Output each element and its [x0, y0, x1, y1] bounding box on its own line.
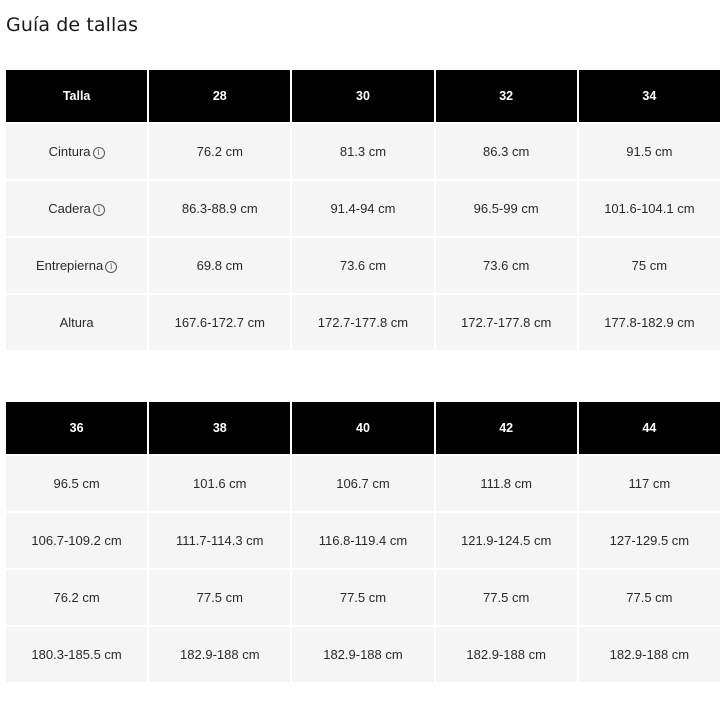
table-header-row	[6, 402, 720, 454]
table-cell: 101.6 cm	[149, 456, 290, 511]
table-cell: 182.9-188 cm	[149, 627, 290, 682]
table-cell: 127-129.5 cm	[579, 513, 720, 568]
info-circle-icon[interactable]: i	[105, 261, 117, 273]
table-cell: 121.9-124.5 cm	[436, 513, 577, 568]
info-circle-icon[interactable]: i	[93, 204, 105, 216]
table-cell: 77.5 cm	[436, 570, 577, 625]
page-title: Guía de tallas	[6, 14, 139, 36]
table-row	[6, 456, 720, 511]
header-cell-size: 36	[6, 402, 147, 454]
table-cell: 106.7-109.2 cm	[6, 513, 147, 568]
header-cell-size: 32	[436, 70, 577, 122]
table-row	[6, 570, 720, 625]
table-cell: 77.5 cm	[579, 570, 720, 625]
row-label-entrepierna	[6, 238, 147, 293]
table-cell: 91.4-94 cm	[292, 181, 433, 236]
row-label-altura	[6, 295, 147, 350]
table-row	[6, 627, 720, 682]
header-cell-talla: Talla	[6, 70, 147, 122]
table-header-row	[6, 70, 720, 122]
table-cell: 182.9-188 cm	[436, 627, 577, 682]
table-row-altura	[6, 295, 720, 350]
table-cell: 77.5 cm	[292, 570, 433, 625]
header-cell-size: 30	[292, 70, 433, 122]
table-cell: 101.6-104.1 cm	[579, 181, 720, 236]
row-label-text: Altura	[59, 315, 94, 330]
header-cell-size: 34	[579, 70, 720, 122]
table-row-cintura	[6, 124, 720, 179]
table-cell: 81.3 cm	[292, 124, 433, 179]
table-cell: 106.7 cm	[292, 456, 433, 511]
table-cell: 111.7-114.3 cm	[149, 513, 290, 568]
table-row	[6, 513, 720, 568]
table-cell: 69.8 cm	[149, 238, 290, 293]
header-cell-size: 38	[149, 402, 290, 454]
table-cell: 96.5 cm	[6, 456, 147, 511]
table-cell: 172.7-177.8 cm	[292, 295, 433, 350]
size-table-2	[4, 400, 720, 684]
size-table-1	[4, 68, 720, 352]
table-cell: 86.3-88.9 cm	[149, 181, 290, 236]
header-cell-size: 40	[292, 402, 433, 454]
table-cell: 77.5 cm	[149, 570, 290, 625]
header-cell-size: 42	[436, 402, 577, 454]
table-cell: 73.6 cm	[436, 238, 577, 293]
row-label-cadera	[6, 181, 147, 236]
table-cell: 86.3 cm	[436, 124, 577, 179]
row-label-text: Cintura	[48, 144, 91, 159]
table-cell: 117 cm	[579, 456, 720, 511]
table-cell: 76.2 cm	[6, 570, 147, 625]
table-row-entrepierna	[6, 238, 720, 293]
header-cell-size: 44	[579, 402, 720, 454]
table-cell: 91.5 cm	[579, 124, 720, 179]
table-row-cadera	[6, 181, 720, 236]
info-circle-icon[interactable]: i	[93, 147, 105, 159]
table-cell: 73.6 cm	[292, 238, 433, 293]
table-cell: 96.5-99 cm	[436, 181, 577, 236]
table-cell: 180.3-185.5 cm	[6, 627, 147, 682]
table-cell: 167.6-172.7 cm	[149, 295, 290, 350]
row-label-cintura	[6, 124, 147, 179]
table-cell: 111.8 cm	[436, 456, 577, 511]
table-cell: 75 cm	[579, 238, 720, 293]
table-cell: 182.9-188 cm	[579, 627, 720, 682]
row-label-text: Cadera	[48, 201, 91, 216]
table-cell: 76.2 cm	[149, 124, 290, 179]
table-cell: 172.7-177.8 cm	[436, 295, 577, 350]
table-cell: 116.8-119.4 cm	[292, 513, 433, 568]
header-cell-size: 28	[149, 70, 290, 122]
table-cell: 177.8-182.9 cm	[579, 295, 720, 350]
row-label-text: Entrepierna	[35, 258, 104, 273]
table-cell: 182.9-188 cm	[292, 627, 433, 682]
